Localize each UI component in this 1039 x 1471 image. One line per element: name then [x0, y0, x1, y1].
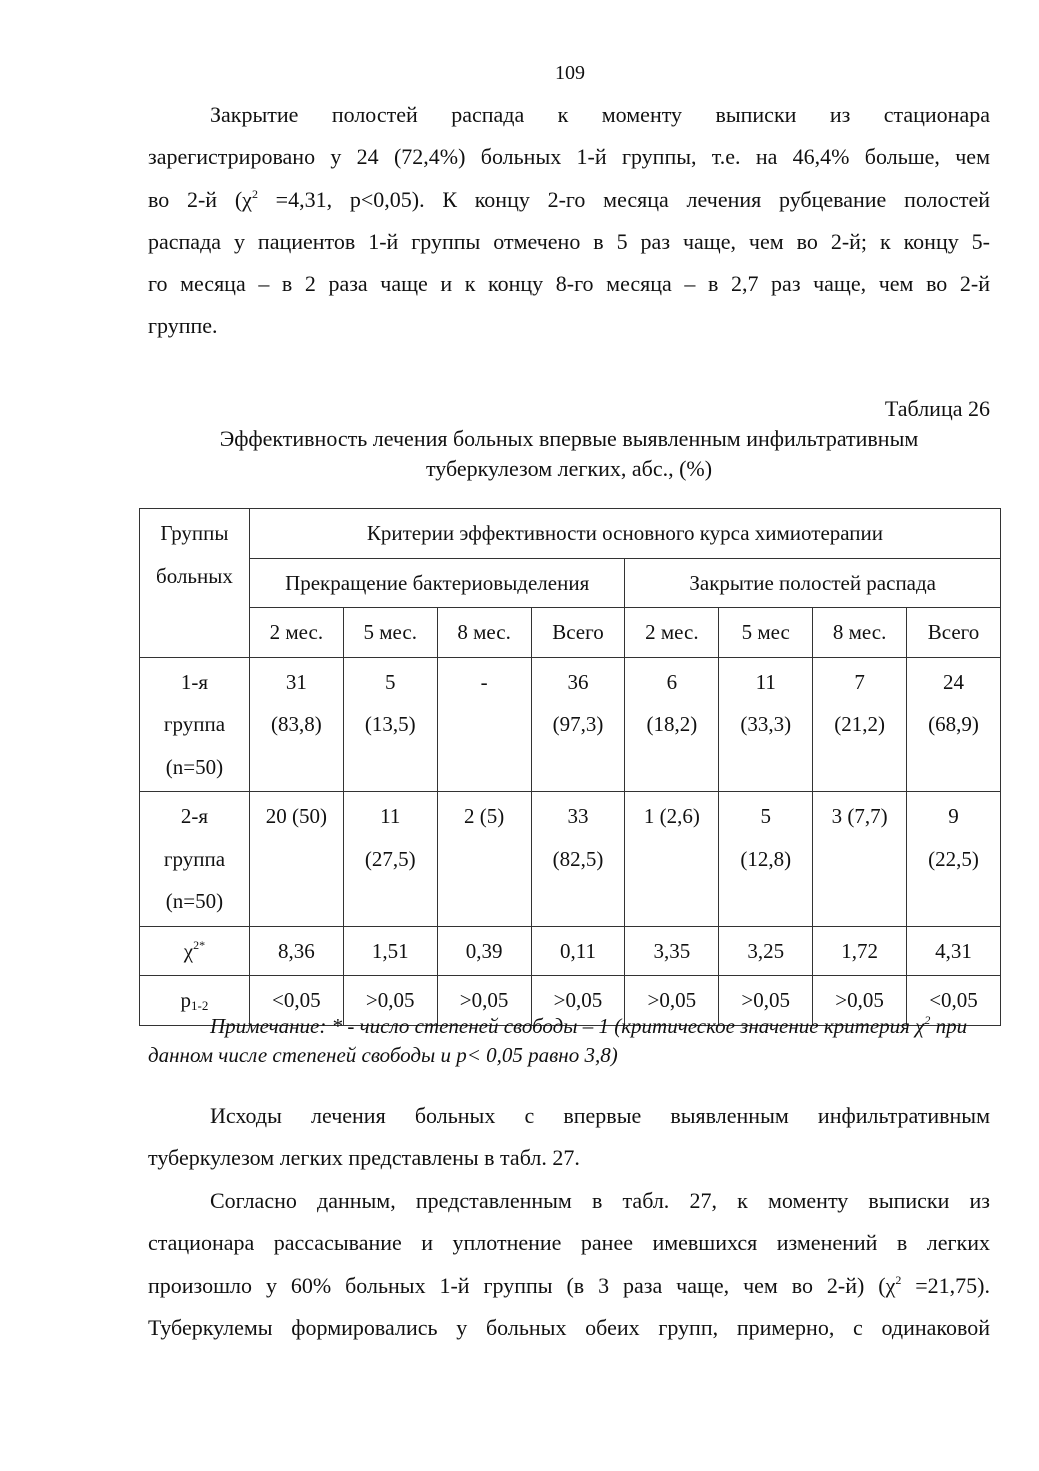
groups-header-cell [140, 509, 250, 658]
cavity-header-cell: Закрытие полостей распада [625, 558, 1001, 608]
table-cell: - [437, 657, 531, 792]
superscript: 2 [251, 186, 258, 201]
table-cell: 3,35 [625, 926, 719, 976]
paragraph-line: Туберкулемы формировались у больных обеих групп, примерно, с одинаковой [148, 1314, 990, 1340]
table-cell: 5 (12,8) [719, 792, 813, 927]
table-cell: 6 (18,2) [625, 657, 719, 792]
paragraph-line: Закрытие полостей распада к моменту выписки из стационара [210, 102, 990, 127]
group-label-text: 1-я [180, 669, 209, 694]
paragraph-line: Согласно данным, представленным в табл. 27, к моменту выписки из [210, 1188, 990, 1213]
bacteria-header-cell: Прекращение бактериовыделения [249, 558, 625, 608]
caption-line: туберкулезом легких, абс., (%) [425, 456, 713, 481]
table-cell: >0,05 [531, 976, 625, 1026]
table-cell: 1,72 [813, 926, 907, 976]
table-subheader-row [140, 558, 1001, 608]
group-label-text: группа [163, 712, 226, 736]
table-cell: >0,05 [813, 976, 907, 1026]
period-header: 8 мес. [437, 608, 531, 658]
header-text: Группы [160, 521, 229, 545]
table-cell: 0,11 [531, 926, 625, 976]
table-cell: 24 (68,9) [907, 657, 1001, 792]
paragraph-outcomes [148, 1095, 990, 1180]
table-cell: 3,25 [719, 926, 813, 976]
paragraph-line: зарегистрировано у 24 (72,4%) больных 1-й группы, т.е. на 46,4% больше, чем [148, 144, 990, 170]
table-cell: 8,36 [249, 926, 343, 976]
period-header: 2 мес. [625, 608, 719, 658]
table-cell: 2 (5) [437, 792, 531, 927]
period-header: 8 мес. [813, 608, 907, 658]
caption-line: Эффективность лечения больных впервые выявленным инфильтративным [219, 426, 919, 451]
group-label-cell [140, 792, 250, 927]
header-text: больных [156, 563, 233, 588]
period-header: Всего [531, 608, 625, 658]
period-header: 5 мес. [343, 608, 437, 658]
table-cell: 1,51 [343, 926, 437, 976]
group-label-text: (n=50) [165, 754, 224, 779]
table-cell: 11 (33,3) [719, 657, 813, 792]
table-cell: 7 (21,2) [813, 657, 907, 792]
table-row-group-2 [140, 792, 1001, 927]
paragraph-line: распада у пациентов 1-й группы отмечено в 5 раз чаще, чем во 2-й; к концу 5- [148, 228, 990, 254]
group-label-cell [140, 657, 250, 792]
paragraph-line: стационара рассасывание и уплотнение ранее имевшихся изменений в легких [148, 1230, 990, 1256]
table-cell: >0,05 [343, 976, 437, 1026]
period-header: Всего [907, 608, 1001, 658]
table-cell: 20 (50) [249, 792, 343, 927]
paragraph-table27 [148, 1180, 990, 1349]
criteria-header-cell: Критерии эффективности основного курса химиотерапии [249, 509, 1000, 559]
table-note: Примечание: * - число степеней свободы – 1 (критическое значение критерия $\chi^2$ при данном числе степеней свободы и p< 0,05 равно 3,8) [148, 1013, 968, 1067]
group-label-text: группа [163, 846, 226, 871]
table-cell: 5 (13,5) [343, 657, 437, 792]
group-label-text: 2-я [180, 804, 209, 828]
table-row-chi-square [140, 926, 1001, 976]
table-row-group-1 [140, 657, 1001, 792]
paragraph-cavity-closure [148, 94, 990, 348]
table-cell: 33 (82,5) [531, 792, 625, 927]
paragraph-line: го месяца – в 2 раза чаще и к концу 8-го месяца – в 2,7 раз чаще, чем во 2-й [148, 271, 990, 297]
page-number: 109 [555, 62, 585, 84]
table-number: Таблица 26 [884, 396, 990, 421]
paragraph-line: группе. [148, 313, 218, 339]
superscript: 2 [895, 1272, 902, 1287]
table-cell: 3 (7,7) [813, 792, 907, 927]
table-cell: 36 (97,3) [531, 657, 625, 792]
period-header: 2 мес. [249, 608, 343, 658]
p-value-label-cell: $p_{1-2}$ [140, 976, 250, 1026]
period-header: 5 мес [719, 608, 813, 658]
table-caption [148, 424, 990, 484]
paragraph-line: во 2-й ($\chi^2 =4,31$, p<0,05). К концу 2-го месяца лечения рубцевание полостей [148, 186, 990, 212]
paragraph-line: туберкулезом легких представлены в табл. 27. [148, 1145, 580, 1171]
table-cell: >0,05 [625, 976, 719, 1026]
chi-square-label-cell: $\chi^{2*}$ [140, 926, 250, 976]
efficiency-table [139, 508, 1001, 1026]
table-cell: 31 (83,8) [249, 657, 343, 792]
table-cell: 1 (2,6) [625, 792, 719, 927]
table-period-row [140, 608, 1001, 658]
paragraph-line: произошло у 60% больных 1-й группы (в 3 раза чаще, чем во 2-й) $(\chi^2 =21,75)$. [148, 1272, 990, 1298]
table-cell: >0,05 [437, 976, 531, 1026]
table-cell: <0,05 [249, 976, 343, 1026]
group-label-text: (n=50) [165, 889, 224, 913]
table-header-row [140, 509, 1001, 559]
table-cell: 9 (22,5) [907, 792, 1001, 927]
table-cell: >0,05 [719, 976, 813, 1026]
table-cell: 11 (27,5) [343, 792, 437, 927]
table-cell: 0,39 [437, 926, 531, 976]
table-cell: <0,05 [907, 976, 1001, 1026]
table-cell: 4,31 [907, 926, 1001, 976]
paragraph-line: Исходы лечения больных с впервые выявленным инфильтративным [210, 1103, 990, 1128]
superscript: 2 [924, 1013, 931, 1027]
